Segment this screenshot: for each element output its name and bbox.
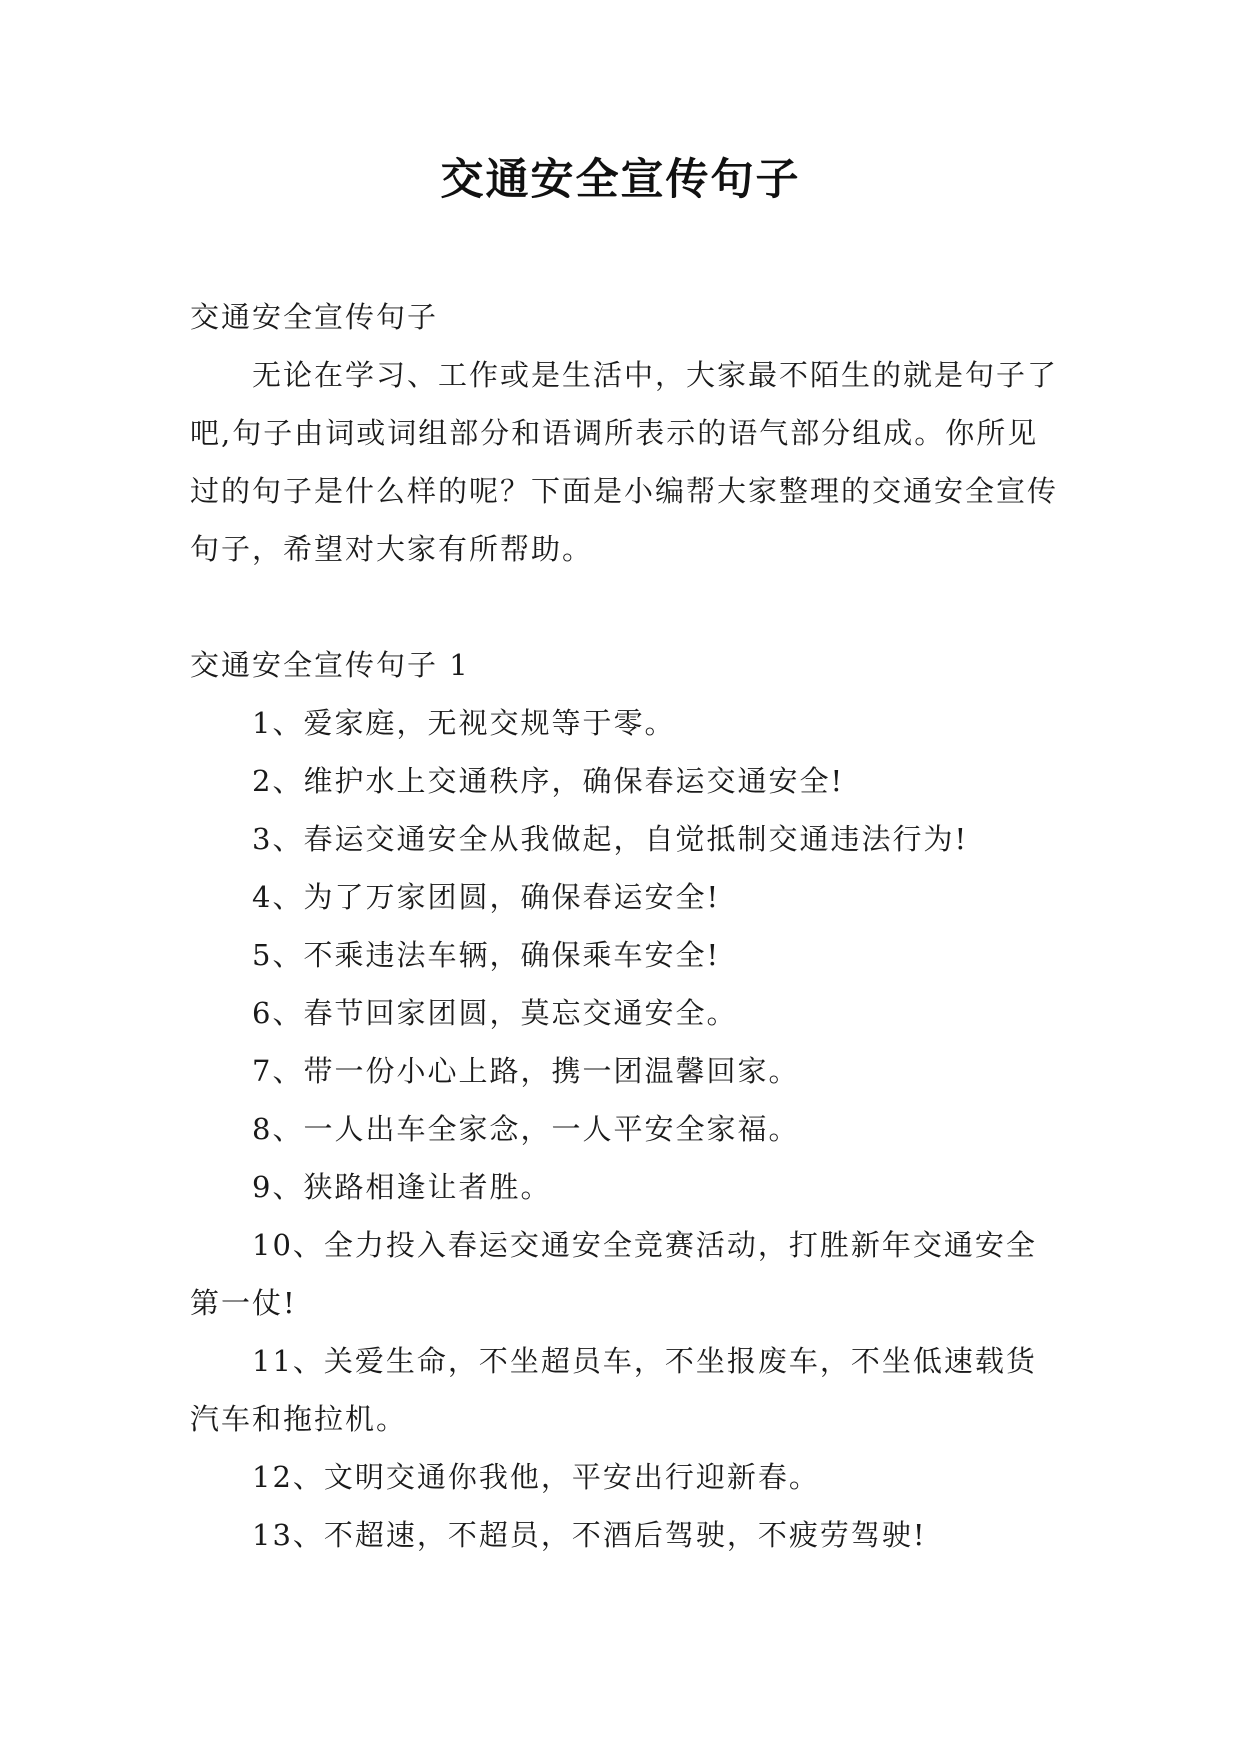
document-body [190, 288, 1060, 1564]
list-item: 10、全力投入春运交通安全竞赛活动，打胜新年交通安全第一仗! [190, 1228, 1037, 1320]
list-item: 5、不乘违法车辆，确保乘车安全! [252, 938, 721, 972]
list-item: 4、为了万家团圆，确保春运安全! [252, 880, 721, 914]
section-heading: 交通安全宣传句子 1 [190, 648, 470, 682]
list-item: 3、春运交通安全从我做起，自觉抵制交通违法行为! [252, 822, 969, 856]
list-item: 1、爱家庭，无视交规等于零。 [252, 706, 676, 740]
list-item: 13、不超速，不超员，不酒后驾驶，不疲劳驾驶! [252, 1518, 927, 1552]
paragraph-gap [190, 578, 1060, 636]
list-item: 12、文明交通你我他，平安出行迎新春。 [252, 1460, 820, 1494]
document-title: 交通安全宣传句子 [440, 155, 801, 205]
list-item: 6、春节回家团圆，莫忘交通安全。 [252, 996, 738, 1030]
list-item: 7、带一份小心上路，携一团温馨回家。 [252, 1054, 800, 1088]
intro-paragraph: 无论在学习、工作或是生活中，大家最不陌生的就是句子了吧,句子由词或词组部分和语调所表示的语气部分组成。你所见过的句子是什么样的呢？下面是小编帮大家整理的交通安全宣传句子，希望对大家有所帮助。 [190, 358, 1059, 566]
list-item: 8、一人出车全家念，一人平安全家福。 [252, 1112, 800, 1146]
list-item: 11、关爱生命，不坐超员车，不坐报废车，不坐低速载货汽车和拖拉机。 [190, 1344, 1037, 1436]
document-subtitle: 交通安全宣传句子 [190, 300, 439, 334]
list-item: 2、维护水上交通秩序，确保春运交通安全! [252, 764, 845, 798]
list-item: 9、狭路相逢让者胜。 [252, 1170, 552, 1204]
